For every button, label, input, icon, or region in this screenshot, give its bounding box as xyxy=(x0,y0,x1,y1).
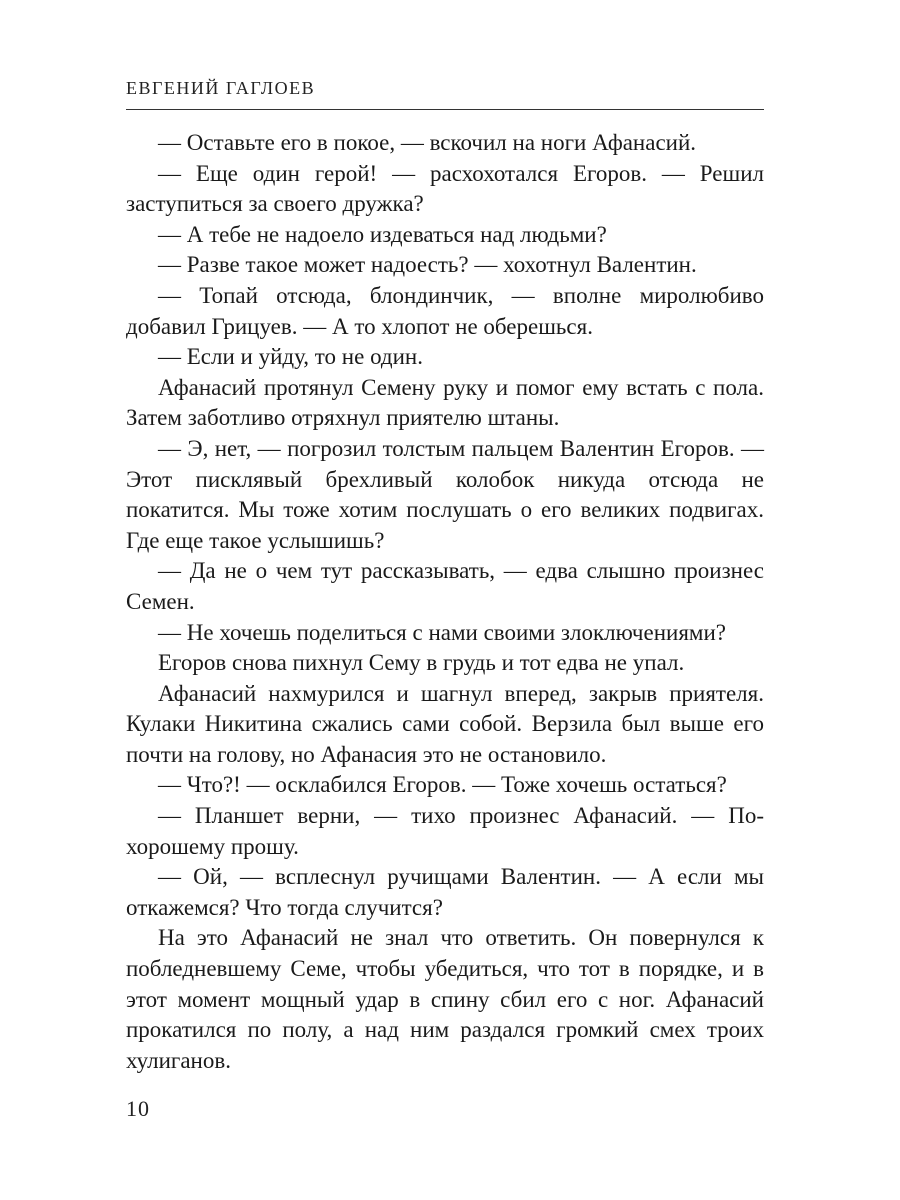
paragraph: — Да не о чем тут рассказывать, — едва слышно произнес Семен. xyxy=(126,558,764,614)
header-rule xyxy=(126,109,764,110)
paragraph: — Э, нет, — погрозил толстым пальцем Валентин Егоров. — Этот писклявый брехливый колобок никуда отсюда не покатится. Мы тоже хотим послушать о его великих подвигах. Где еще такое услышишь? xyxy=(126,435,764,553)
paragraph: — Разве такое может надоесть? — хохотнул Валентин. xyxy=(158,252,697,278)
paragraph: — Если и уйду, то не один. xyxy=(158,344,423,370)
paragraph: — Оставьте его в покое, — вскочил на ноги Афанасий. xyxy=(158,130,697,155)
paragraph: — Еще один герой! — расхохотался Егоров. — Решил заступиться за своего дружка? xyxy=(126,160,764,217)
paragraph: — А тебе не надоело издеваться над людьми? xyxy=(158,221,607,247)
paragraph: — Ой, — всплеснул ручищами Валентин. — А если мы откажемся? Что тогда случится? xyxy=(126,864,764,920)
paragraph: Егоров снова пихнул Сему в грудь и тот едва не упал. xyxy=(158,650,685,676)
paragraph: — Топай отсюда, блондинчик, — вполне миролюбиво добавил Грицуев. — А то хлопот не оберешься. xyxy=(126,282,764,339)
running-head-author: ЕВГЕНИЙ ГАГЛОЕВ xyxy=(126,78,316,98)
page-number: 10 xyxy=(126,1096,150,1121)
paragraph: — Не хочешь поделиться с нами своими злоключениями? xyxy=(158,619,726,645)
body-text xyxy=(126,128,764,1076)
paragraph: Афанасий протянул Семену руку и помог ему встать с пола. Затем заботливо отряхнул приятелю штаны. xyxy=(126,374,764,431)
paragraph: — Планшет верни, — тихо произнес Афанасий. — По-хорошему прошу. xyxy=(126,803,764,859)
paragraph: Афанасий нахмурился и шагнул вперед, закрыв приятеля. Кулаки Никитина сжались сами собой. Верзила был выше его почти на голову, но Афанасия это не остановило. xyxy=(126,680,764,767)
paragraph: На это Афанасий не знал что ответить. Он повернулся к побледневшему Семе, чтобы убедиться, что тот в порядке, и в этот момент мощный удар в спину сбил его с ног. Афанасий прокатился по полу, а над ним раздался громкий смех троих хулиганов. xyxy=(126,925,764,1073)
paragraph: — Что?! — осклабился Егоров. — Тоже хочешь остаться? xyxy=(158,772,727,798)
